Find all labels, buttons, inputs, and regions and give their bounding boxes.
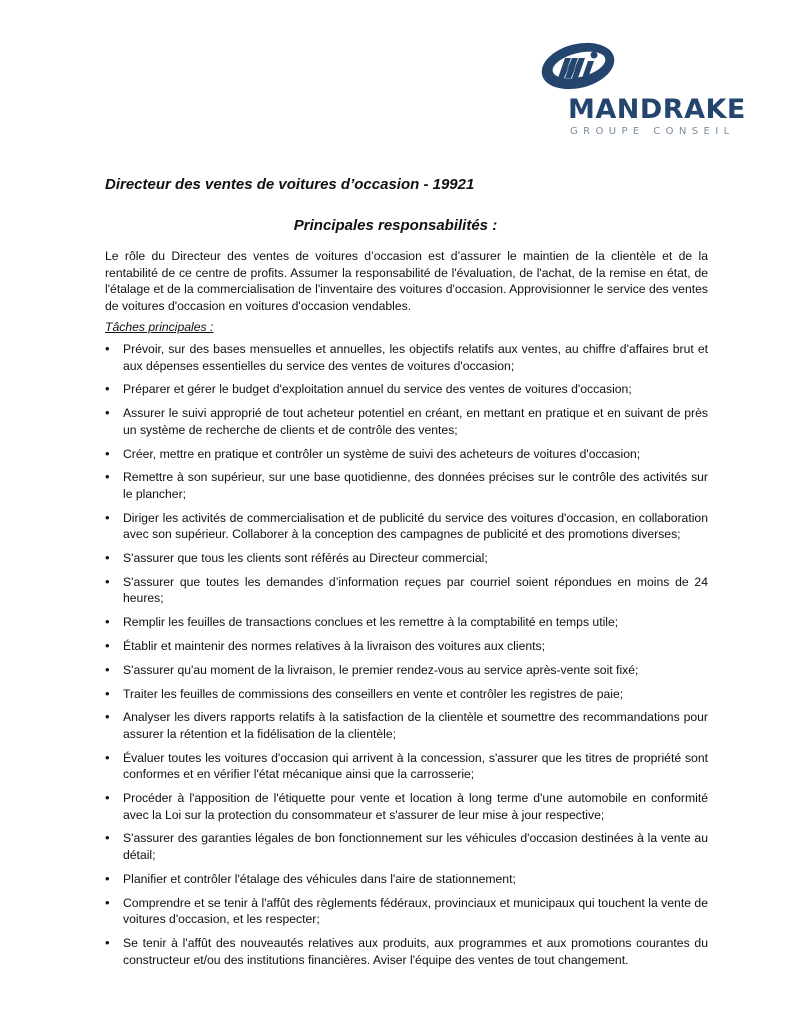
task-item: • Remettre à son supérieur, sur une base quotidienne, des données précises sur le contrôle des activités sur le plancher; [105, 469, 708, 502]
task-item: • S'assurer que tous les clients sont référés au Directeur commercial; [105, 550, 708, 567]
task-item: • Analyser les divers rapports relatifs à la satisfaction de la clientèle et soumettre des recommandations pour assurer la rétention et la fidélisation de la clientèle; [105, 709, 708, 742]
task-item: • Planifier et contrôler l'étalage des véhicules dans l'aire de stationnement; [105, 871, 708, 888]
task-item: • Remplir les feuilles de transactions conclues et les remettre à la comptabilité en temps utile; [105, 614, 708, 631]
document-body [105, 248, 708, 975]
intro-paragraph: Le rôle du Directeur des ventes de voitures d’occasion est d’assurer le maintien de la clientèle et de la rentabilité de ce centre de profits. Assumer la responsabilité de l'évaluation, de l'achat, de la remise en état, de l'étalage et de la commercialisation de l'inventaire des voitures d'occasion. Approvisionner le service des ventes de voitures d'occasion en voitures d'occasion vendables. [105, 249, 708, 313]
task-item: • Diriger les activités de commercialisation et de publicité du service des voitures d'occasion, en collaboration avec son supérieur. Collaborer à la conception des campagnes de publicité et des promotions diverses; [105, 510, 708, 543]
task-item: • S'assurer que toutes les demandes d’information reçues par courriel soient répondues en moins de 24 heures; [105, 574, 708, 607]
logo-tagline: GROUPE CONSEIL [570, 126, 735, 137]
section-heading: Principales responsabilités : [293, 217, 498, 234]
job-title: Directeur des ventes de voitures d’occasion - 19921 [105, 176, 475, 193]
task-item: • Traiter les feuilles de commissions des conseillers en vente et contrôler les registres de paie; [105, 686, 708, 703]
logo-wordmark: MANDRAKE [568, 94, 746, 125]
task-item: • S'assurer qu'au moment de la livraison, le premier rendez-vous au service après-vente soit fixé; [105, 662, 708, 679]
company-logo [536, 40, 746, 142]
task-item: • Se tenir à l'affût des nouveautés relatives aux produits, aux programmes et aux promotions courantes du constructeur et/ou des institutions financières. Aviser l'équipe des ventes de tout changement. [105, 935, 708, 968]
task-item: • Prévoir, sur des bases mensuelles et annuelles, les objectifs relatifs aux ventes, au chiffre d'affaires brut et aux dépenses essentielles du service des ventes de voitures d'occasion; [105, 341, 708, 374]
task-item: • Établir et maintenir des normes relatives à la livraison des voitures aux clients; [105, 638, 708, 655]
task-list [105, 341, 708, 968]
task-item: • Préparer et gérer le budget d'exploitation annuel du service des ventes de voitures d'occasion; [105, 381, 708, 398]
task-item: • Procéder à l'apposition de l'étiquette pour vente et location à long terme d'une automobile en conformité avec la Loi sur la protection du consommateur et s'assurer de leur mise à jour respective; [105, 790, 708, 823]
task-item: • S'assurer des garanties légales de bon fonctionnement sur les véhicules d'occasion destinées à la vente au détail; [105, 830, 708, 863]
task-item: • Créer, mettre en pratique et contrôler un système de suivi des acheteurs de voitures d'occasion; [105, 446, 708, 463]
task-item: • Comprendre et se tenir à l'affût des règlements fédéraux, provinciaux et municipaux qui touchent la vente de voitures d'occasion, et les respecter; [105, 895, 708, 928]
task-item: • Assurer le suivi approprié de tout acheteur potentiel en créant, en mettant en pratique et en suivant de près un système de recherche de clients et de contrôle des ventes; [105, 405, 708, 438]
mandrake-emblem-icon [538, 40, 618, 94]
task-item: • Évaluer toutes les voitures d'occasion qui arrivent à la concession, s'assurer que les titres de propriété sont conformes et en vérifier l'état mécanique ainsi que la carrosserie; [105, 750, 708, 783]
tasks-label: Tâches principales : [105, 320, 214, 335]
